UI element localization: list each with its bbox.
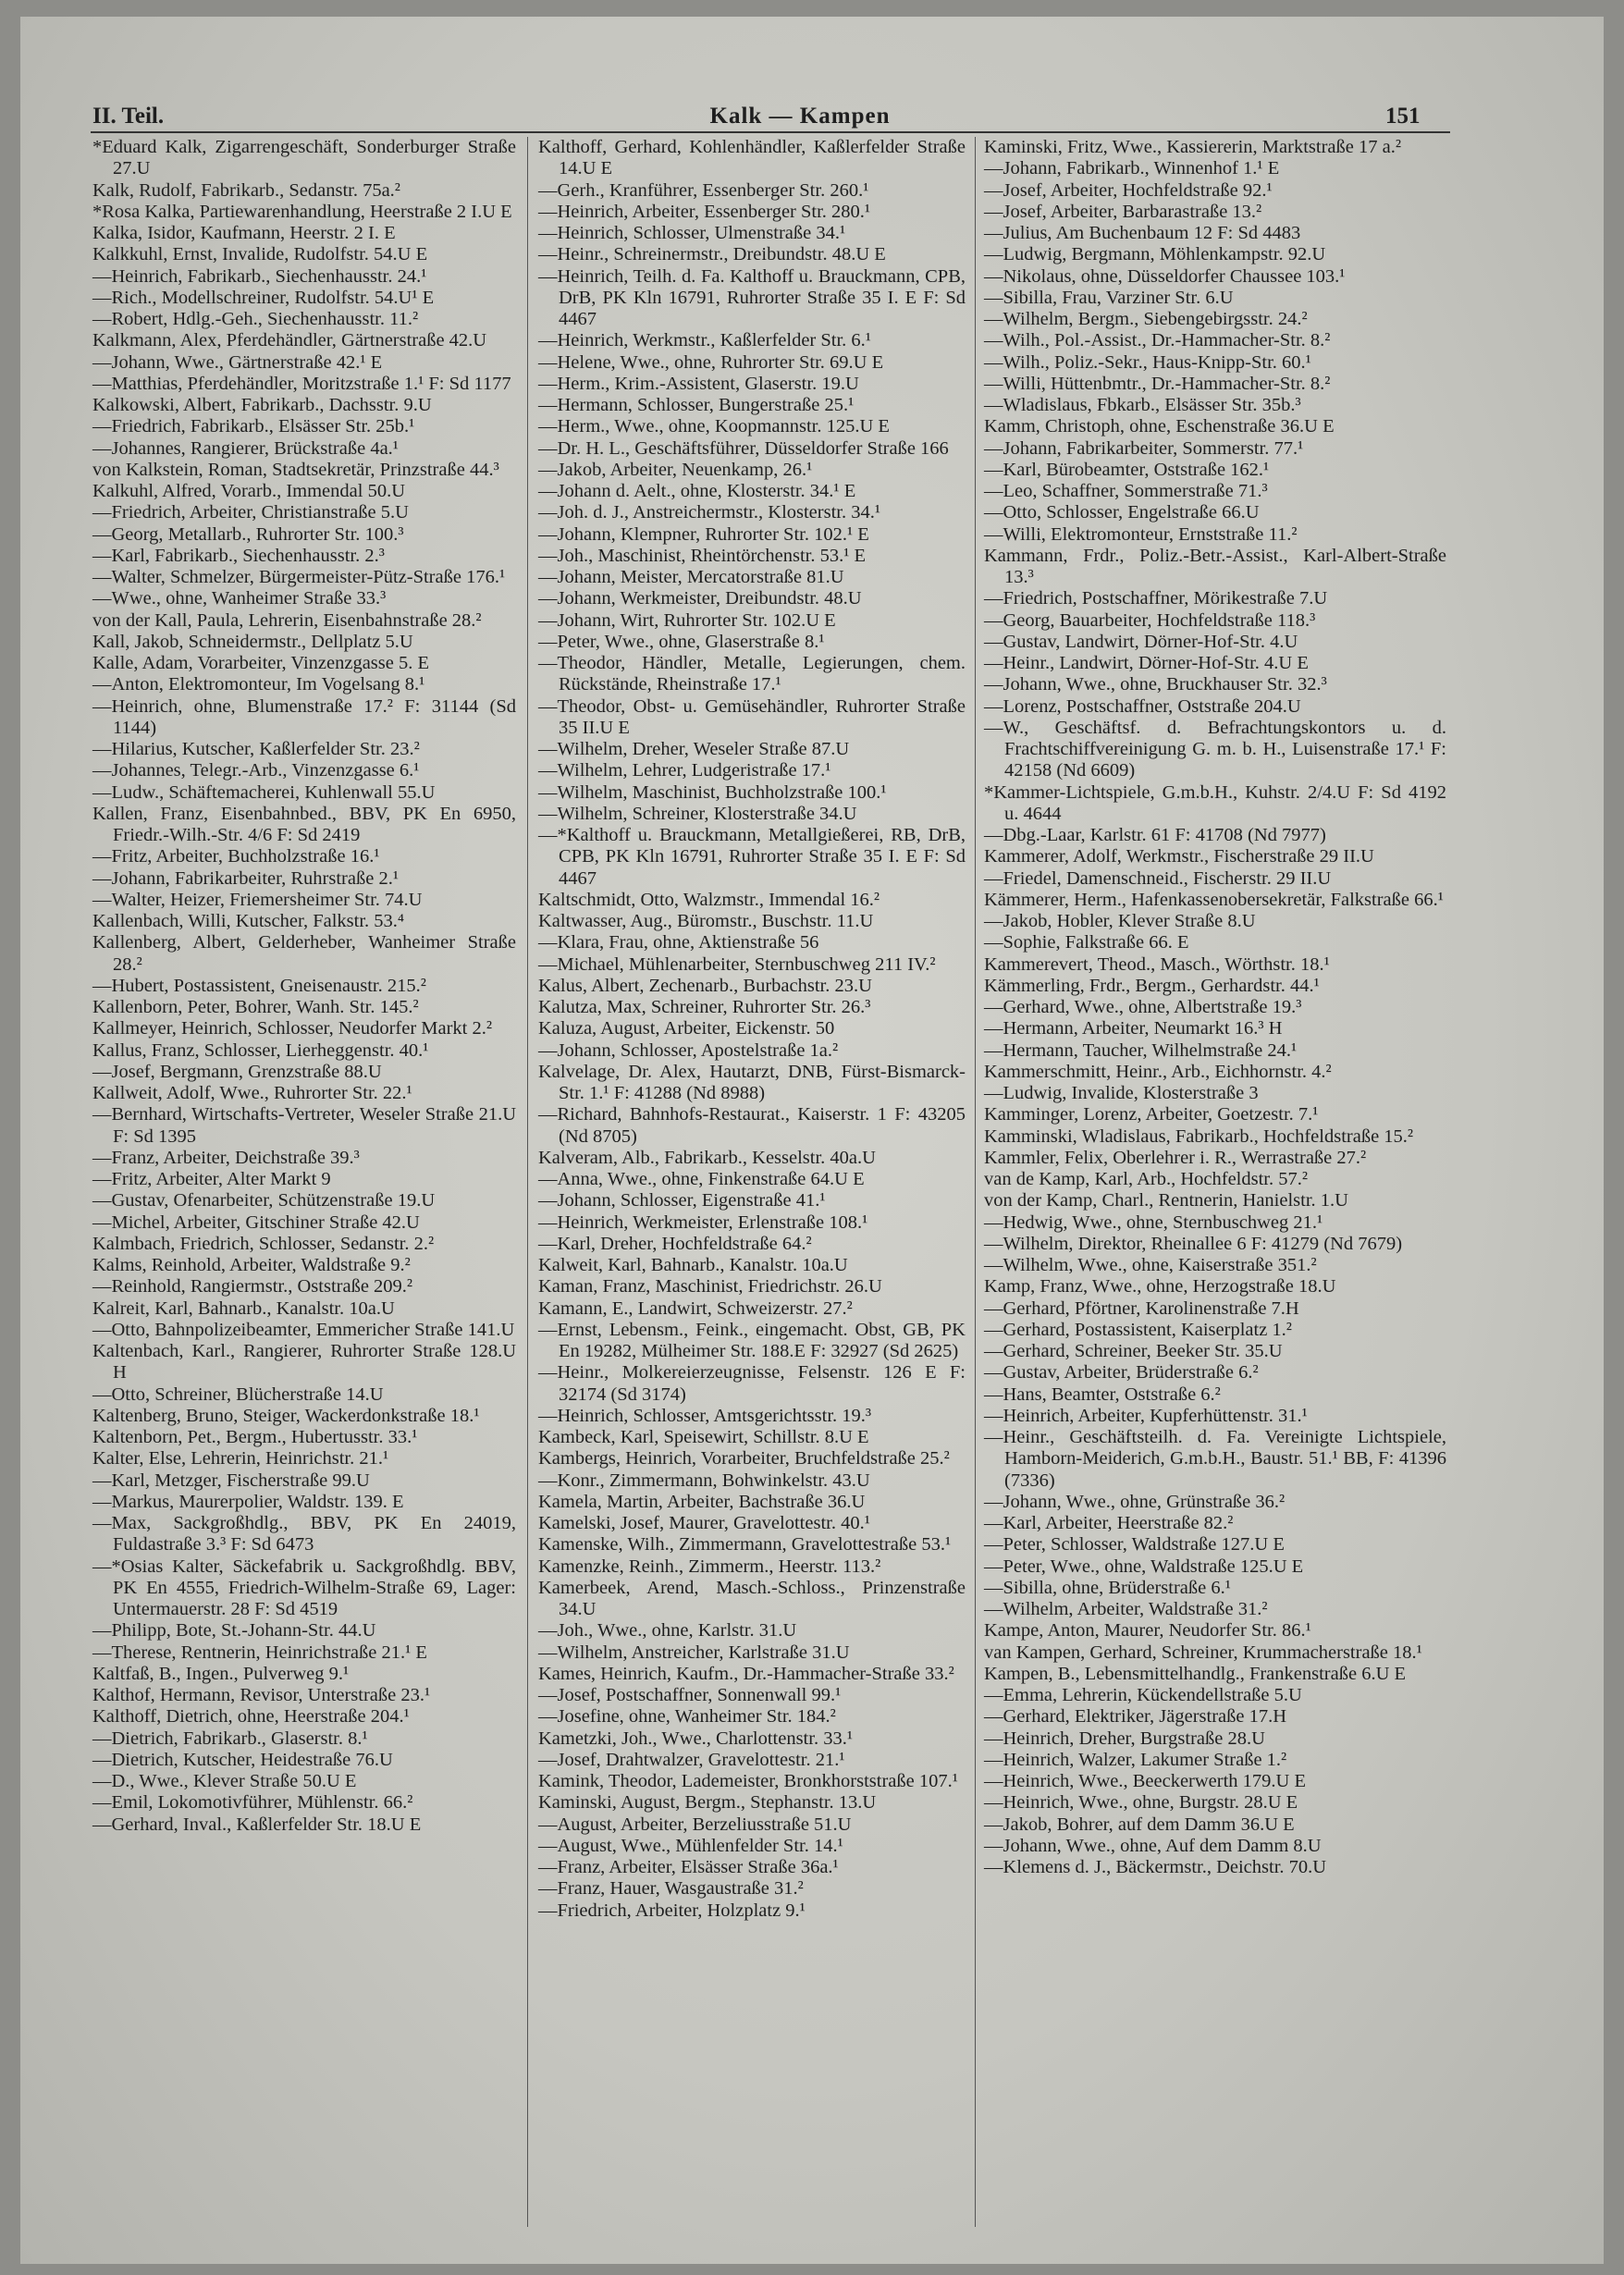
section-label: II. Teil. [92,104,165,129]
directory-entry: —Josef, Arbeiter, Barbarastraße 13.² [984,201,1262,222]
directory-entry: —Friedrich, Fabrikarb., Elsässer Str. 25b.¹ [92,416,415,437]
directory-entry: —Rich., Modellschreiner, Rudolfstr. 54.U¹ E [92,287,435,308]
directory-entry: *Kammer-Lichtspiele, G.m.b.H., Kuhstr. 2/4.U F: Sd 4192 u. 4644 [984,781,1446,824]
directory-entry: —Sibilla, ohne, Brüderstraße 6.¹ [984,1577,1231,1598]
directory-entry: —*Osias Kalter, Säckefabrik u. Sackgroßhdlg. BBV, PK En 4555, Friedrich-Wilhelm-Straße 69, Lager: Untermauerstr. 28 F: Sd 4519 [92,1556,516,1619]
directory-entry: —Johannes, Rangierer, Brückstraße 4a.¹ [92,437,399,459]
directory-entry: —August, Wwe., Mühlenfelder Str. 14.¹ [538,1835,843,1856]
directory-entry: Kaltfaß, B., Ingen., Pulverweg 9.¹ [92,1663,350,1684]
directory-entry: Kall, Jakob, Schneidermstr., Dellplatz 5.U [92,631,413,652]
directory-entry: Kallus, Franz, Schlosser, Lierheggenstr. 40.¹ [92,1039,429,1061]
directory-entry: Kaminski, Fritz, Wwe., Kassiererin, Marktstraße 17 a.² [984,137,1401,157]
directory-entry: —Sophie, Falkstraße 66. E [984,932,1189,953]
directory-entry: —Johann, Wwe., ohne, Grünstraße 36.² [984,1491,1286,1512]
directory-entry: —Emma, Lehrerin, Kückendellstraße 5.U [984,1685,1302,1705]
directory-entry: —Wilhelm, Schreiner, Klosterstraße 34.U [538,803,857,824]
directory-entry: —Wilh., Pol.-Assist., Dr.-Hammacher-Str. 8.² [984,330,1331,351]
directory-column-3 [984,137,1446,1878]
directory-entry: —Wilhelm, Bergm., Siebengebirgsstr. 24.² [984,309,1308,329]
directory-entry: —Gerhard, Wwe., ohne, Albertstraße 19.³ [984,997,1302,1017]
directory-entry: —Wwe., ohne, Wanheimer Straße 33.³ [92,588,387,609]
directory-entry: —Johann, Schlosser, Apostelstraße 1a.² [538,1039,839,1061]
directory-entry: Kamerbeek, Arend, Masch.-Schloss., Prinzenstraße 34.U [538,1577,966,1619]
directory-entry: Kametzki, Joh., Wwe., Charlottenstr. 33.¹ [538,1728,853,1749]
directory-entry: —Josef, Arbeiter, Hochfeldstraße 92.¹ [984,179,1273,201]
directory-entry: von der Kamp, Charl., Rentnerin, Hanielstr. 1.U [984,1190,1348,1211]
directory-entry: —Walter, Heizer, Friemersheimer Str. 74.U [92,889,423,910]
directory-entry: van Kampen, Gerhard, Schreiner, Krummacherstraße 18.¹ [984,1642,1422,1663]
directory-entry: —Josefine, ohne, Wanheimer Str. 184.² [538,1706,836,1728]
directory-entry: —Wilh., Poliz.-Sekr., Haus-Knipp-Str. 60.¹ [984,351,1311,373]
directory-entry: —Gerhard, Inval., Kaßlerfelder Str. 18.U E [92,1814,422,1835]
directory-entry: Kamelski, Josef, Maurer, Gravelottestr. 40.¹ [538,1513,870,1533]
directory-entry: —Heinrich, Fabrikarb., Siechenhausstr. 24.¹ [92,265,427,287]
directory-entry: —Fritz, Arbeiter, Buchholzstraße 16.¹ [92,846,380,867]
directory-entry: —Emil, Lokomotivführer, Mühlenstr. 66.² [92,1792,413,1814]
directory-entry: Kalreit, Karl, Bahnarb., Kanalstr. 10a.U [92,1297,395,1319]
directory-entry: —Peter, Wwe., ohne, Glaserstraße 8.¹ [538,631,825,652]
directory-entry: —Josef, Drahtwalzer, Gravelottestr. 21.¹ [538,1749,845,1770]
directory-entry: —Hubert, Postassistent, Gneisenaustr. 215.² [92,975,426,996]
directory-entry: Kämmerer, Herm., Hafenkassenobersekretär, Falkstraße 66.¹ [984,889,1444,910]
directory-entry: Kamela, Martin, Arbeiter, Bachstraße 36.U [538,1491,866,1512]
directory-entry: —Markus, Maurerpolier, Waldstr. 139. E [92,1491,404,1512]
directory-entry: —Dietrich, Kutscher, Heidestraße 76.U [92,1749,393,1770]
directory-entry: —Hedwig, Wwe., ohne, Sternbuschweg 21.¹ [984,1211,1323,1233]
directory-entry: Kalkuhl, Alfred, Vorarb., Immendal 50.U [92,481,405,501]
directory-entry: —Johannes, Telegr.-Arb., Vinzenzgasse 6.¹ [92,760,420,781]
directory-entry: —Franz, Hauer, Wasgaustraße 31.² [538,1878,804,1900]
directory-entry: Kalveram, Alb., Fabrikarb., Kesselstr. 40a.U [538,1147,876,1168]
directory-entry: —Richard, Bahnhofs-Restaurat., Kaiserstr. 1 F: 43205 (Nd 8705) [538,1104,966,1147]
column-divider [527,137,528,2227]
directory-entry: —Wilhelm, Maschinist, Buchholzstraße 100.¹ [538,781,887,803]
directory-entry: —Matthias, Pferdehändler, Moritzstraße 1.¹ F: Sd 1177 [92,373,511,394]
directory-entry: Kämmerling, Frdr., Bergm., Gerhardstr. 44.¹ [984,975,1320,996]
directory-column-1 [92,137,516,1836]
directory-entry: Kalus, Albert, Zechenarb., Burbachstr. 23.U [538,975,872,996]
directory-entry: —Johann, Wwe., ohne, Auf dem Damm 8.U [984,1835,1322,1856]
directory-entry: —Anna, Wwe., ohne, Finkenstraße 64.U E [538,1169,865,1189]
directory-entry: Kalter, Else, Lehrerin, Heinrichstr. 21.¹ [92,1448,389,1470]
directory-entry: Kammler, Felix, Oberlehrer i. R., Werrastraße 27.² [984,1147,1367,1168]
directory-entry: —Dr. H. L., Geschäftsführer, Düsseldorfer Straße 166 [538,437,949,459]
directory-entry: Kaminski, August, Bergm., Stephanstr. 13.U [538,1792,877,1814]
directory-entry: —Johann, Wwe., Gärtnerstraße 42.¹ E [92,351,383,373]
directory-entry: —Heinrich, Wwe., Beeckerwerth 179.U E [984,1771,1306,1791]
directory-entry: Kamenske, Wilh., Zimmermann, Gravelottestraße 53.¹ [538,1534,952,1556]
directory-entry: Kallenborn, Peter, Bohrer, Wanh. Str. 145.² [92,997,419,1017]
directory-entry: —Karl, Metzger, Fischerstraße 99.U [92,1470,370,1491]
directory-entry: —Georg, Bauarbeiter, Hochfeldstraße 118.³ [984,609,1316,631]
directory-entry: —Herm., Krim.-Assistent, Glaserstr. 19.U [538,373,859,394]
directory-entry: Kaman, Franz, Maschinist, Friedrichstr. 26.U [538,1276,882,1297]
directory-entry: —Jakob, Bohrer, auf dem Damm 36.U E [984,1814,1295,1835]
directory-entry: von Kalkstein, Roman, Stadtsekretär, Prinzstraße 44.³ [92,459,499,480]
directory-entry: Kammerer, Adolf, Werkmstr., Fischerstraße 29 II.U [984,846,1374,867]
directory-entry: —Friedel, Damenschneid., Fischerstr. 29 II.U [984,867,1332,889]
directory-entry: —Johann, Fabrikarbeiter, Ruhrstraße 2.¹ [92,867,399,889]
directory-entry: Kambeck, Karl, Speisewirt, Schillstr. 8.U E [538,1427,869,1447]
directory-entry: —Jakob, Hobler, Klever Straße 8.U [984,911,1256,931]
directory-entry: —Johann, Klempner, Ruhrorter Str. 102.¹ E [538,523,869,545]
directory-entry: —Leo, Schaffner, Sommerstraße 71.³ [984,481,1268,501]
running-head: Kalk — Kampen [709,104,891,129]
directory-entry: Kamink, Theodor, Lademeister, Bronkhorststraße 107.¹ [538,1771,958,1791]
directory-entry: —Helene, Wwe., ohne, Ruhrorter Str. 69.U E [538,351,884,373]
directory-entry: —Heinrich, ohne, Blumenstraße 17.² F: 31144 (Sd 1144) [92,695,516,738]
directory-entry: —Josef, Bergmann, Grenzstraße 88.U [92,1061,382,1082]
directory-entry: —Franz, Arbeiter, Deichstraße 39.³ [92,1147,360,1168]
directory-entry: —Willi, Elektromonteur, Ernststraße 11.² [984,523,1298,545]
directory-entry: Kampen, B., Lebensmittelhandlg., Frankenstraße 6.U E [984,1663,1407,1684]
directory-entry: —Robert, Hdlg.-Geh., Siechenhausstr. 11.² [92,309,419,329]
directory-entry: —Jakob, Arbeiter, Neuenkamp, 26.¹ [538,459,813,480]
directory-entry: Kalle, Adam, Vorarbeiter, Vinzenzgasse 5. E [92,653,429,673]
directory-entry: —Julius, Am Buchenbaum 12 F: Sd 4483 [984,223,1301,243]
directory-entry: Kaltschmidt, Otto, Walzmstr., Immendal 16.² [538,889,880,910]
directory-entry: —Johann, Meister, Mercatorstraße 81.U [538,567,844,587]
directory-entry: —Hermann, Schlosser, Bungerstraße 25.¹ [538,395,855,415]
directory-entry: —Wilhelm, Direktor, Rheinallee 6 F: 41279 (Nd 7679) [984,1233,1403,1254]
directory-entry: —August, Arbeiter, Berzeliusstraße 51.U [538,1814,852,1835]
directory-entry: —Herm., Wwe., ohne, Koopmannstr. 125.U E [538,416,890,437]
directory-entry: —Walter, Schmelzer, Bürgermeister-Pütz-Straße 176.¹ [92,567,506,587]
directory-entry: Kammerevert, Theod., Masch., Wörthstr. 18.¹ [984,953,1330,975]
directory-entry: —Josef, Postschaffner, Sonnenwall 99.¹ [538,1685,842,1705]
directory-entry: —Michel, Arbeiter, Gitschiner Straße 42.U [92,1211,420,1233]
directory-entry: —Theodor, Händler, Metalle, Legierungen, chem. Rückstände, Rheinstraße 17.¹ [538,653,966,695]
directory-entry: —Ludwig, Bergmann, Möhlenkampstr. 92.U [984,244,1326,265]
directory-entry: —Joh., Maschinist, Rheintörchenstr. 53.¹ E [538,545,867,566]
directory-entry: —Sibilla, Frau, Varziner Str. 6.U [984,287,1234,308]
directory-entry: —Heinrich, Schlosser, Ulmenstraße 34.¹ [538,223,846,243]
directory-entry: —Friedrich, Postschaffner, Mörikestraße 7.U [984,588,1328,609]
directory-entry: —Johann, Wwe., ohne, Bruckhauser Str. 32.³ [984,674,1327,695]
directory-entry: Kallenberg, Albert, Gelderheber, Wanheimer Straße 28.² [92,932,516,975]
directory-entry: —Johann, Fabrikarbeiter, Sommerstr. 77.¹ [984,437,1304,459]
directory-entry: —Wladislaus, Fbkarb., Elsässer Str. 35b.³ [984,395,1301,415]
directory-entry: —Friedrich, Arbeiter, Christianstraße 5.U [92,502,409,523]
directory-entry: —Wilhelm, Arbeiter, Waldstraße 31.² [984,1599,1268,1619]
directory-entry: —Heinrich, Walzer, Lakumer Straße 1.² [984,1749,1287,1770]
directory-entry: —Konr., Zimmermann, Bohwinkelstr. 43.U [538,1470,870,1491]
directory-entry: —Peter, Schlosser, Waldstraße 127.U E [984,1534,1285,1556]
directory-entry: Kaltwasser, Aug., Büromstr., Buschstr. 11.U [538,911,874,931]
directory-entry: —Johann, Werkmeister, Dreibundstr. 48.U [538,588,862,609]
directory-entry: —Johann, Wirt, Ruhrorter Str. 102.U E [538,609,836,631]
directory-entry: Kalutza, Max, Schreiner, Ruhrorter Str. 26.³ [538,997,871,1017]
directory-entry: —Heinrich, Wwe., ohne, Burgstr. 28.U E [984,1792,1298,1814]
directory-entry: Kalthoff, Gerhard, Kohlenhändler, Kaßlerfelder Straße 14.U E [538,137,966,179]
directory-entry: Kalweit, Karl, Bahnarb., Kanalstr. 10a.U [538,1255,848,1275]
directory-entry: —Wilhelm, Wwe., ohne, Kaiserstraße 351.² [984,1255,1317,1275]
directory-entry: —Reinhold, Rangiermstr., Oststraße 209.² [92,1276,413,1297]
directory-entry: —Bernhard, Wirtschafts-Vertreter, Weseler Straße 21.U F: Sd 1395 [92,1104,516,1147]
directory-entry: —Hilarius, Kutscher, Kaßlerfelder Str. 23.² [92,739,420,759]
directory-entry: Kalka, Isidor, Kaufmann, Heerstr. 2 I. E [92,223,396,243]
directory-entry: Kamann, E., Landwirt, Schweizerstr. 27.² [538,1297,853,1319]
directory-entry: Kalms, Reinhold, Arbeiter, Waldstraße 9.² [92,1255,411,1275]
directory-entry: —Lorenz, Postschaffner, Oststraße 204.U [984,695,1301,717]
directory-entry: —Hermann, Taucher, Wilhelmstraße 24.¹ [984,1039,1298,1061]
directory-entry: Kamp, Franz, Wwe., ohne, Herzogstraße 18.U [984,1276,1336,1297]
directory-entry: Kaltenborn, Pet., Bergm., Hubertusstr. 33.¹ [92,1427,418,1447]
directory-entry: —Willi, Hüttenbmtr., Dr.-Hammacher-Str. 8.² [984,373,1331,394]
column-divider [975,137,976,2227]
directory-entry: —Joh., Wwe., ohne, Karlstr. 31.U [538,1620,797,1642]
directory-entry: Kamminski, Wladislaus, Fabrikarb., Hochfeldstraße 15.² [984,1125,1414,1147]
directory-entry: —Johann, Schlosser, Eigenstraße 41.¹ [538,1190,826,1211]
directory-entry: Kalk, Rudolf, Fabrikarb., Sedanstr. 75a.² [92,179,400,201]
directory-entry: —Karl, Bürobeamter, Oststraße 162.¹ [984,459,1270,480]
directory-entry: Kalkkuhl, Ernst, Invalide, Rudolfstr. 54.U E [92,244,428,265]
directory-entry: —*Kalthoff u. Brauckmann, Metallgießerei, RB, DrB, CPB, PK Kln 16791, Ruhrorter Straße 35 I. E F: Sd 4467 [538,825,966,889]
directory-entry: —Michael, Mühlenarbeiter, Sternbuschweg 211 IV.² [538,953,936,975]
directory-entry: —Gerh., Kranführer, Essenberger Str. 260.¹ [538,179,869,201]
directory-entry: Kampe, Anton, Maurer, Neudorfer Str. 86.¹ [984,1620,1311,1642]
directory-entry: van de Kamp, Karl, Arb., Hochfeldstr. 57.² [984,1169,1309,1189]
directory-entry: Kalthof, Hermann, Revisor, Unterstraße 23.¹ [92,1685,431,1705]
directory-entry: —Georg, Metallarb., Ruhrorter Str. 100.³ [92,523,404,545]
directory-entry: —Ludw., Schäftemacherei, Kuhlenwall 55.U [92,781,436,803]
directory-entry: —Klara, Frau, ohne, Aktienstraße 56 [538,932,819,953]
directory-entry: Kambergs, Heinrich, Vorarbeiter, Bruchfeldstraße 25.² [538,1448,950,1470]
directory-entry: —Fritz, Arbeiter, Alter Markt 9 [92,1169,331,1189]
directory-entry: —Franz, Arbeiter, Elsässer Straße 36a.¹ [538,1857,839,1877]
directory-entry: Kaluza, August, Arbeiter, Eickenstr. 50 [538,1018,835,1039]
directory-entry: —Ludwig, Invalide, Klosterstraße 3 [984,1083,1259,1103]
directory-entry: —Otto, Schlosser, Engelstraße 66.U [984,502,1260,523]
directory-entry: —Heinr., Geschäftsteilh. d. Fa. Vereinigte Lichtspiele, Hamborn-Meiderich, G.m.b.H., Baustr. 51.¹ BB, F: 41396 (7336) [984,1427,1446,1491]
directory-entry: —Nikolaus, ohne, Düsseldorfer Chaussee 103.¹ [984,265,1346,287]
directory-entry: —Joh. d. J., Anstreichermstr., Klosterstr. 34.¹ [538,502,881,523]
directory-entry: —Heinr., Molkereierzeugnisse, Felsenstr. 126 E F: 32174 (Sd 3174) [538,1362,966,1405]
directory-entry: —Friedrich, Arbeiter, Holzplatz 9.¹ [538,1900,806,1921]
directory-entry: —Otto, Bahnpolizeibeamter, Emmericher Straße 141.U [92,1319,515,1340]
directory-entry: —Theodor, Obst- u. Gemüsehändler, Ruhrorter Straße 35 II.U E [538,695,966,738]
directory-entry: —Heinrich, Werkmeister, Erlenstraße 108.¹ [538,1211,868,1233]
directory-entry: —Wilhelm, Lehrer, Ludgeristraße 17.¹ [538,760,831,781]
directory-entry: Kammerschmitt, Heinr., Arb., Eichhornstr. 4.² [984,1061,1332,1082]
directory-entry: —Gerhard, Schreiner, Beeker Str. 35.U [984,1341,1283,1361]
directory-entry: Kamm, Christoph, ohne, Eschenstraße 36.U E [984,416,1335,437]
directory-entry: —Gustav, Landwirt, Dörner-Hof-Str. 4.U [984,631,1298,652]
directory-entry: —Otto, Schreiner, Blücherstraße 14.U [92,1383,384,1405]
directory-entry: —Wilhelm, Dreher, Weseler Straße 87.U [538,739,850,759]
directory-entry: —Gustav, Ofenarbeiter, Schützenstraße 19.U [92,1190,436,1211]
directory-entry: —Gerhard, Elektriker, Jägerstraße 17.H [984,1706,1287,1728]
directory-entry: —Heinrich, Werkmstr., Kaßlerfelder Str. 6.¹ [538,330,871,351]
directory-entry: —Therese, Rentnerin, Heinrichstraße 21.¹ E [92,1642,427,1663]
directory-entry: —Dietrich, Fabrikarb., Glaserstr. 8.¹ [92,1728,368,1749]
directory-entry: Kallmeyer, Heinrich, Schlosser, Neudorfer Markt 2.² [92,1018,493,1039]
directory-entry: Kaltenbach, Karl., Rangierer, Ruhrorter Straße 128.U H [92,1341,516,1383]
directory-entry: —Heinr., Landwirt, Dörner-Hof-Str. 4.U E [984,653,1309,673]
directory-entry: —Karl, Arbeiter, Heerstraße 82.² [984,1513,1234,1533]
directory-entry: —Johann, Fabrikarb., Winnenhof 1.¹ E [984,158,1280,179]
directory-entry: *Rosa Kalka, Partiewarenhandlung, Heerstraße 2 I.U E [92,201,512,222]
directory-entry: —Ernst, Lebensm., Feink., eingemacht. Obst, GB, PK En 19282, Mülheimer Str. 188.E F: 32927 (Sd 2625) [538,1319,966,1361]
directory-entry: Kames, Heinrich, Kaufm., Dr.-Hammacher-Straße 33.² [538,1663,954,1684]
directory-entry: —Heinrich, Dreher, Burgstraße 28.U [984,1728,1265,1749]
directory-entry: Kamenzke, Reinh., Zimmerm., Heerstr. 113.² [538,1556,881,1577]
directory-entry: Kallenbach, Willi, Kutscher, Falkstr. 53.⁴ [92,911,405,931]
directory-entry: —Max, Sackgroßhdlg., BBV, PK En 24019, Fuldastraße 3.³ F: Sd 6473 [92,1513,516,1556]
header-rule [91,131,1450,133]
directory-entry: —Anton, Elektromonteur, Im Vogelsang 8.¹ [92,674,425,695]
directory-entry: —Gerhard, Postassistent, Kaiserplatz 1.² [984,1319,1292,1340]
directory-entry: —Heinr., Schreinermstr., Dreibundstr. 48.U E [538,244,886,265]
directory-entry: —Dbg.-Laar, Karlstr. 61 F: 41708 (Nd 7977) [984,825,1326,845]
directory-entry: —Heinrich, Arbeiter, Essenberger Str. 280.¹ [538,201,871,222]
directory-entry: —Karl, Fabrikarb., Siechenhausstr. 2.³ [92,545,385,566]
directory-entry: —Gerhard, Pförtner, Karolinenstraße 7.H [984,1297,1299,1319]
directory-entry: —Heinrich, Schlosser, Amtsgerichtsstr. 19.³ [538,1405,872,1426]
directory-entry: —Hans, Beamter, Oststraße 6.² [984,1383,1221,1405]
directory-entry: —Peter, Wwe., ohne, Waldstraße 125.U E [984,1556,1304,1577]
directory-entry: —Johann d. Aelt., ohne, Klosterstr. 34.¹ E [538,481,856,501]
page-number: 151 [1385,104,1421,129]
directory-entry: —Gustav, Arbeiter, Brüderstraße 6.² [984,1362,1259,1383]
directory-entry: Kalkowski, Albert, Fabrikarb., Dachsstr. 9.U [92,395,432,415]
directory-entry: —W., Geschäftsf. d. Befrachtungskontors u. d. Frachtschiffvereinigung G. m. b. H., Luisenstraße 17.¹ F: 42158 (Nd 6609) [984,717,1446,781]
directory-entry: —Klemens d. J., Bäckermstr., Deichstr. 70.U [984,1857,1327,1877]
directory-entry: *Eduard Kalk, Zigarrengeschäft, Sonderburger Straße 27.U [92,137,516,179]
directory-entry: —Heinrich, Teilh. d. Fa. Kalthoff u. Brauckmann, CPB, DrB, PK Kln 16791, Ruhrorter Straße 35 I. E F: Sd 4467 [538,265,966,329]
directory-entry: Kallen, Franz, Eisenbahnbed., BBV, PK En 6950, Friedr.-Wilh.-Str. 4/6 F: Sd 2419 [92,803,516,845]
directory-entry: Kalthoff, Dietrich, ohne, Heerstraße 204.¹ [92,1706,410,1728]
directory-entry: —Hermann, Arbeiter, Neumarkt 16.³ H [984,1018,1283,1039]
directory-entry: —Karl, Dreher, Hochfeldstraße 64.² [538,1233,812,1254]
directory-entry: Kaltenberg, Bruno, Steiger, Wackerdonkstraße 18.¹ [92,1405,480,1426]
directory-entry: —Philipp, Bote, St.-Johann-Str. 44.U [92,1620,376,1642]
directory-entry: —Wilhelm, Anstreicher, Karlstraße 31.U [538,1642,850,1663]
directory-entry: Kalvelage, Dr. Alex, Hautarzt, DNB, Fürst-Bismarck-Str. 1.¹ F: 41288 (Nd 8988) [538,1061,966,1103]
directory-entry: —Heinrich, Arbeiter, Kupferhüttenstr. 31.¹ [984,1405,1308,1426]
directory-entry: Kamminger, Lorenz, Arbeiter, Goetzestr. 7.¹ [984,1104,1319,1125]
directory-entry: Kalkmann, Alex, Pferdehändler, Gärtnerstraße 42.U [92,330,487,351]
directory-column-2 [538,137,966,1922]
directory-entry: Kammann, Frdr., Poliz.-Betr.-Assist., Karl-Albert-Straße 13.³ [984,545,1446,587]
directory-entry: Kalmbach, Friedrich, Schlosser, Sedanstr. 2.² [92,1233,435,1254]
directory-entry: —D., Wwe., Klever Straße 50.U E [92,1771,357,1791]
directory-entry: von der Kall, Paula, Lehrerin, Eisenbahnstraße 28.² [92,609,482,631]
directory-entry: Kallweit, Adolf, Wwe., Ruhrorter Str. 22.¹ [92,1083,412,1103]
